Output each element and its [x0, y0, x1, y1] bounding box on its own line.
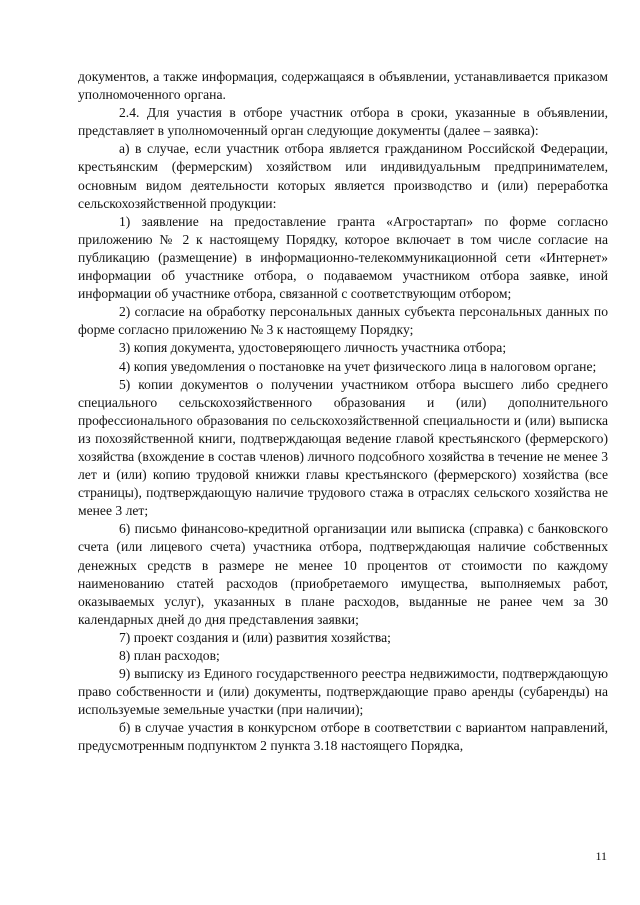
paragraph-continuation: документов, а также информация, содержащаяся в объявлении, устанавливается приказом уполномоченного органа. [78, 69, 608, 103]
paragraph-item-9: 9) выписку из Единого государственного реестра недвижимости, подтверждающую право собственности и (или) документы, подтверждающие право аренды (субаренды) на используемые земельные участки (при наличии); [78, 666, 608, 718]
paragraph-item-3: 3) копия документа, удостоверяющего личность участника отбора; [119, 340, 507, 356]
paragraph-item-5: 5) копии документов о получении участником отбора высшего либо среднего специального сельскохозяйственного образования и (или) дополнительного профессионального образования по сельскохозяйственной специальности и (или) выписка из похозяйственной книги, подтверждающая ведение главой крестьянского (фермерского) хозяйства (вхождение в состав членов) личного подсобного хозяйства в течение не менее 3 лет и (или) копию трудовой книжки главы крестьянского (фермерского) хозяйства (все страницы), подтверждающую наличие трудового стажа в отраслях сельского хозяйства не менее 3 лет; [78, 376, 608, 519]
document-body [78, 68, 608, 756]
paragraph-a: а) в случае, если участник отбора является гражданином Российской Федерации, крестьянским (фермерским) хозяйством или индивидуальным предпринимателем, основным видом деятельности которых является производство и (или) переработка сельскохозяйственной продукции: [78, 141, 608, 211]
paragraph-item-1: 1) заявление на предоставление гранта «Агростартап» по форме согласно приложению № 2 к настоящему Порядку, которое включает в том числе согласие на публикацию (размещение) в информационно-телекоммуникационной сети «Интернет» информации об участнике отбора, о подаваемом участником отбора заявке, иной информации об участнике отбора, связанной с соответствующим отбором; [78, 213, 608, 302]
paragraph-item-7: 7) проект создания и (или) развития хозяйства; [119, 629, 391, 645]
paragraph-b: б) в случае участия в конкурсном отборе в соответствии с вариантом направлений, предусмотренным подпунктом 2 пункта 3.18 настоящего Порядка, [78, 720, 608, 754]
paragraph-2-4: 2.4. Для участия в отборе участник отбора в сроки, указанные в объявлении, представляет в уполномоченный орган следующие документы (далее – заявка): [78, 105, 608, 139]
page-number: 11 [595, 849, 607, 863]
paragraph-item-8: 8) план расходов; [119, 648, 220, 663]
paragraph-item-6: 6) письмо финансово-кредитной организации или выписка (справка) с банковского счета (или лицевого счета) участника отбора, подтверждающая наличие собственных денежных средств в размере не менее 10 процентов от стоимости по каждому наименованию статей расходов (приобретаемого имущества, выполняемых работ, оказываемых услуг), указанных в плане расходов, выданные не ранее чем за 30 календарных дней до дня представления заявки; [78, 521, 608, 627]
paragraph-item-2: 2) согласие на обработку персональных данных субъекта персональных данных по форме согласно приложению № 3 к настоящему Порядку; [78, 304, 608, 338]
paragraph-item-4: 4) копия уведомления о постановке на учет физического лица в налоговом органе; [119, 358, 597, 374]
